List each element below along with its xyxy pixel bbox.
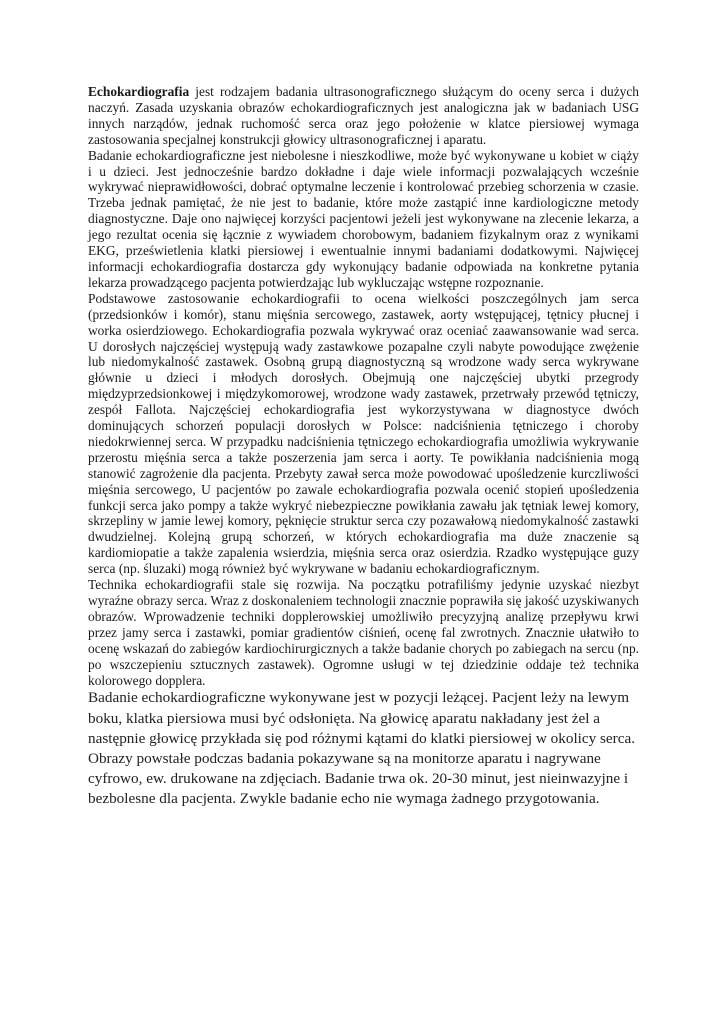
- paragraph-intro: [88, 84, 639, 148]
- term-echokardiografia: Echokardiografia: [88, 84, 190, 99]
- paragraph-procedure: Badanie echokardiograficzne wykonywane jest w pozycji leżącej. Pacjent leży na lewym boku, klatka piersiowa musi być odsłonięta. Na głowicę aparatu nakładany jest żel a następnie głowicę przykłada się pod różnymi kątami do klatki piersiowej w okolicy serca. Obrazy powstałe podczas badania pokazywane są na monitorze aparatu i nagrywane cyfrowo, ew. drukowane na zdjęciach. Badanie trwa ok. 20-30 minut, jest nieinwazyjne i bezbolesne dla pacjenta. Zwykle badanie echo nie wymaga żadnego przygotowania.: [88, 689, 636, 808]
- paragraph-technique: Technika echokardiografii stale się rozwija. Na początku potrafiliśmy jedynie uzyskać niezbyt wyraźne obrazy serca. Wraz z doskonaleniem technologii znacznie poprawiła się jakość uzyskiwanych obrazów. Wprowadzenie techniki dopplerowskiej umożliwiło precyzyjną analizę przepływu krwi przez jamy serca i zastawki, pomiar gradientów ciśnień, ocenę fal zwrotnych. Znacznie ułatwiło to ocenę wskazań do zabiegów kardiochirurgicznych a także badanie chorych po zabiegach na sercu (np. po wszczepieniu sztucznych zastawek). Ogromne usługi w tej dziedzinie oddaje też technika kolorowego dopplera.: [88, 577, 639, 688]
- paragraph-safety: Badanie echokardiograficzne jest niebolesne i nieszkodliwe, może być wykonywane u kobiet w ciąży i u dzieci. Jest jednocześnie bardzo dokładne i daje wiele informacji pozwalających wcześnie wykrywać nieprawidłowości, dobrać optymalne leczenie i kontrolować przebieg schorzenia w czasie. Trzeba jednak pamiętać, że nie jest to badanie, które może zastąpić inne kardiologiczne metody diagnostyczne. Daje ono najwięcej korzyści pacjentowi jeżeli jest wykonywane na zlecenie lekarza, a jego rezultat ocenia się łącznie z wywiadem chorobowym, badaniem fizykalnym oraz z wynikami EKG, prześwietlenia klatki piersiowej i ewentualnie innymi badaniami dodatkowymi. Najwięcej informacji echokardiografia dostarcza gdy wykonujący badanie odpowiada na konkretne pytania lekarza prowadzącego pacjenta potwierdzając lub wykluczając wstępne rozpoznanie.: [88, 147, 639, 290]
- intro-text: jest rodzajem badania ultrasonograficznego służącym do oceny serca i dużych naczyń. Zasada uzyskania obrazów echokardiograficznych jest analogiczna jak w badaniach USG innych narządów, jednak ruchomość serca oraz jego położenie w klatce piersiowej wymaga zastosowania specjalnej konstrukcji głowicy ultrasonograficznej i aparatu.: [88, 84, 639, 147]
- document-page: [88, 84, 639, 810]
- paragraph-applications: Podstawowe zastosowanie echokardiografii to ocena wielkości poszczególnych jam serca (przedsionków i komór), stanu mięśnia sercowego, zastawek, aorty wstępującej, tętnicy płucnej i worka osierdziowego. Echokardiografia pozwala wykrywać oraz oceniać zaawansowanie wad serca. U dorosłych najczęściej występują wady zastawkowe pozapalne czyli nabyte powodujące zwężenie lub niedomykalność zastawek. Osobną grupą diagnostyczną są wrodzone wady serca wykrywane głównie u dzieci i młodych dorosłych. Obejmują one najczęściej ubytki przegrody międzyprzedsionkowej i międzykomorowej, wrodzone wady zastawek, przetrwały przewód tętniczy, zespół Fallota. Najczęściej echokardiografia jest wykorzystywana w diagnostyce dwóch dominujących schorzeń populacji dorosłych w Polsce: nadciśnienia tętniczego i choroby niedokrwiennej serca. W przypadku nadciśnienia tętniczego echokardiografia umożliwia wykrywanie przerostu mięśnia serca a także poszerzenia jam serca i aorty. Te powikłania nadciśnienia mogą stanowić zagrożenie dla pacjenta. Przebyty zawał serca może powodować upośledzenie kurczliwości mięśnia sercowego, U pacjentów po zawale echokardiografia pozwala ocenić stopień upośledzenia funkcji serca jako pompy a także wykryć niebezpieczne powikłania zawału jak tętniak lewej komory, skrzepliny w jamie lewej komory, pęknięcie struktur serca czy pozawałową niedomykalność zastawki dwudzielnej. Kolejną grupą schorzeń, w których echokardiografia ma duże znaczenie są kardiomiopatie a także zapalenia wsierdzia, mięśnia serca oraz osierdzia. Rzadko występujące guzy serca (np. śluzaki) mogą również być wykrywane w badaniu echokardiograficznym.: [88, 290, 639, 577]
